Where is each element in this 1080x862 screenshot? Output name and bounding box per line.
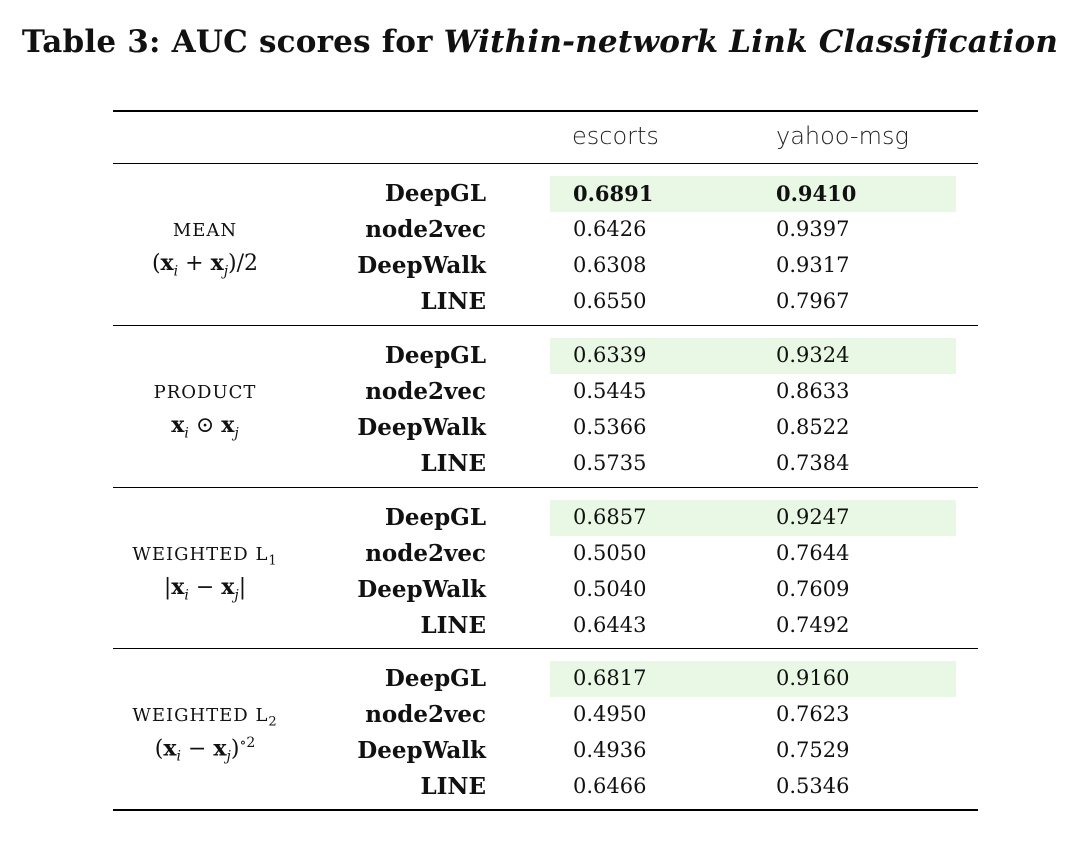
group-product <box>0 326 1080 486</box>
operator-name: WEIGHTED $L_2$ <box>132 705 278 730</box>
operator-name: WEIGHTED $L_1$ <box>132 544 278 569</box>
table-row <box>0 769 1080 805</box>
caption-prefix: Table 3: AUC scores for <box>21 24 444 60</box>
method-name: LINE <box>420 450 486 477</box>
method-name: DeepWalk <box>357 576 486 603</box>
escorts-value: 0.6339 <box>573 343 647 367</box>
method-name: node2vec <box>365 216 486 243</box>
table-row <box>0 661 1080 697</box>
method-name: DeepGL <box>384 504 486 531</box>
table-row <box>0 284 1080 320</box>
group-weighted-l1 <box>0 488 1080 648</box>
table-row <box>0 446 1080 482</box>
table-row <box>0 338 1080 374</box>
table-row <box>0 608 1080 644</box>
table-row <box>0 500 1080 536</box>
escorts-value: 0.6891 <box>573 181 654 206</box>
escorts-value: 0.5040 <box>573 577 647 601</box>
yahoo-msg-value: 0.7623 <box>776 702 850 726</box>
table-row <box>0 572 1080 608</box>
escorts-value: 0.5050 <box>573 541 647 565</box>
yahoo-msg-value: 0.7492 <box>776 613 850 637</box>
escorts-value: 0.4936 <box>573 738 647 762</box>
yahoo-msg-value: 0.7384 <box>776 451 850 475</box>
method-name: LINE <box>420 288 486 315</box>
table-row <box>0 212 1080 248</box>
yahoo-msg-value: 0.7609 <box>776 577 850 601</box>
escorts-value: 0.5445 <box>573 379 647 403</box>
method-name: DeepGL <box>384 665 486 692</box>
table-row <box>0 176 1080 212</box>
escorts-value: 0.6817 <box>573 666 647 690</box>
operator-formula: $x_i$ ⊙ $x_j$ <box>171 412 239 442</box>
escorts-value: 0.5366 <box>573 415 647 439</box>
table-row <box>0 410 1080 446</box>
method-name: DeepGL <box>384 342 486 369</box>
method-name: DeepGL <box>384 180 486 207</box>
operator-formula: $(x_i - x_j)^{\circ 2}$ <box>154 735 256 765</box>
method-name: DeepWalk <box>357 252 486 279</box>
method-name: node2vec <box>365 540 486 567</box>
yahoo-msg-value: 0.9247 <box>776 505 850 529</box>
group-mean <box>0 164 1080 324</box>
escorts-value: 0.4950 <box>573 702 647 726</box>
escorts-value: 0.6466 <box>573 774 647 798</box>
method-name: node2vec <box>365 378 486 405</box>
yahoo-msg-value: 0.7644 <box>776 541 850 565</box>
yahoo-msg-value: 0.7529 <box>776 738 850 762</box>
table-row <box>0 733 1080 769</box>
top-rule <box>113 110 978 112</box>
escorts-value: 0.6426 <box>573 217 647 241</box>
yahoo-msg-value: 0.9160 <box>776 666 850 690</box>
operator-name: MEAN <box>172 220 238 241</box>
operator-formula: $|x_i - x_j|$ <box>163 574 247 604</box>
escorts-value: 0.6443 <box>573 613 647 637</box>
table-row <box>0 374 1080 410</box>
table-row <box>0 536 1080 572</box>
operator-formula: $(x_i + x_j)/2$ <box>151 250 259 280</box>
table-row <box>0 697 1080 733</box>
yahoo-msg-value: 0.9410 <box>776 181 857 206</box>
escorts-value: 0.6857 <box>573 505 647 529</box>
yahoo-msg-value: 0.9324 <box>776 343 850 367</box>
column-header-escorts: escorts <box>572 122 659 150</box>
operator-name: PRODUCT <box>153 382 257 403</box>
yahoo-msg-value: 0.9317 <box>776 253 850 277</box>
yahoo-msg-value: 0.5346 <box>776 774 850 798</box>
yahoo-msg-value: 0.8633 <box>776 379 850 403</box>
method-name: LINE <box>420 612 486 639</box>
method-name: LINE <box>420 773 486 800</box>
yahoo-msg-value: 0.9397 <box>776 217 850 241</box>
yahoo-msg-value: 0.8522 <box>776 415 850 439</box>
table-caption <box>0 24 1080 60</box>
bottom-rule <box>113 809 978 811</box>
caption-emphasis: Within-network Link Classification <box>443 24 1059 60</box>
column-header-yahoo-msg: yahoo-msg <box>776 122 909 150</box>
escorts-value: 0.5735 <box>573 451 647 475</box>
method-name: DeepWalk <box>357 414 486 441</box>
method-name: DeepWalk <box>357 737 486 764</box>
method-name: node2vec <box>365 701 486 728</box>
escorts-value: 0.6550 <box>573 289 647 313</box>
escorts-value: 0.6308 <box>573 253 647 277</box>
group-weighted-l2 <box>0 649 1080 809</box>
yahoo-msg-value: 0.7967 <box>776 289 850 313</box>
table-row <box>0 248 1080 284</box>
